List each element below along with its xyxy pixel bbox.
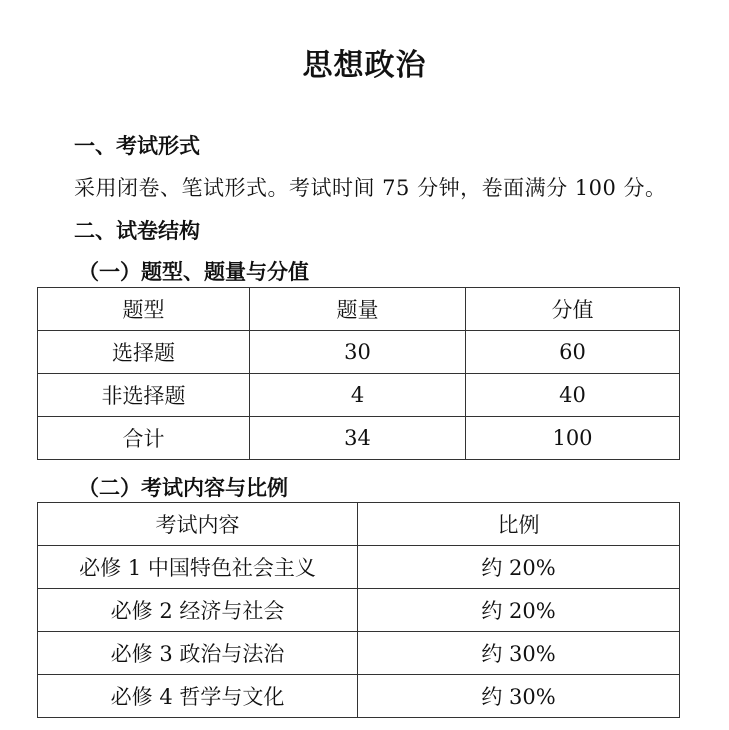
table-header-cell: 考试内容: [38, 503, 358, 546]
document-title: 思想政治: [302, 48, 427, 83]
table-header-row: [38, 503, 680, 546]
subsection-heading-question-types: （一）题型、题量与分值: [78, 260, 309, 284]
table-cell: 必修 3 政治与法治: [38, 632, 358, 675]
table-cell: 约 20%: [358, 589, 680, 632]
table-cell: 60: [466, 331, 680, 374]
table-cell: 必修 2 经济与社会: [38, 589, 358, 632]
table-cell: 约 20%: [358, 546, 680, 589]
table-row: [38, 546, 680, 589]
table-row: [38, 417, 680, 460]
exam-format-text: 采用闭卷、笔试形式。考试时间 75 分钟，卷面满分 100 分。: [74, 176, 667, 200]
table-row: [38, 675, 680, 718]
subsection-heading-content-ratio: （二）考试内容与比例: [78, 476, 288, 500]
table-cell: 34: [250, 417, 466, 460]
section-heading-exam-format: 一、考试形式: [74, 134, 200, 158]
table-row: [38, 331, 680, 374]
question-types-table: [37, 287, 680, 460]
table-cell: 30: [250, 331, 466, 374]
table-cell: 4: [250, 374, 466, 417]
table-row: [38, 589, 680, 632]
table-cell: 必修 4 哲学与文化: [38, 675, 358, 718]
table-row: [38, 374, 680, 417]
table-header-cell: 比例: [358, 503, 680, 546]
content-ratio-table: [37, 502, 680, 718]
table-row: [38, 632, 680, 675]
table-cell: 约 30%: [358, 632, 680, 675]
table-header-cell: 分值: [466, 288, 680, 331]
section-heading-paper-structure: 二、试卷结构: [74, 219, 200, 243]
table-cell: 合计: [38, 417, 250, 460]
table-cell: 100: [466, 417, 680, 460]
table-cell: 约 30%: [358, 675, 680, 718]
table-cell: 选择题: [38, 331, 250, 374]
table-cell: 必修 1 中国特色社会主义: [38, 546, 358, 589]
table-cell: 40: [466, 374, 680, 417]
table-header-cell: 题量: [250, 288, 466, 331]
table-cell: 非选择题: [38, 374, 250, 417]
table-header-cell: 题型: [38, 288, 250, 331]
table-header-row: [38, 288, 680, 331]
